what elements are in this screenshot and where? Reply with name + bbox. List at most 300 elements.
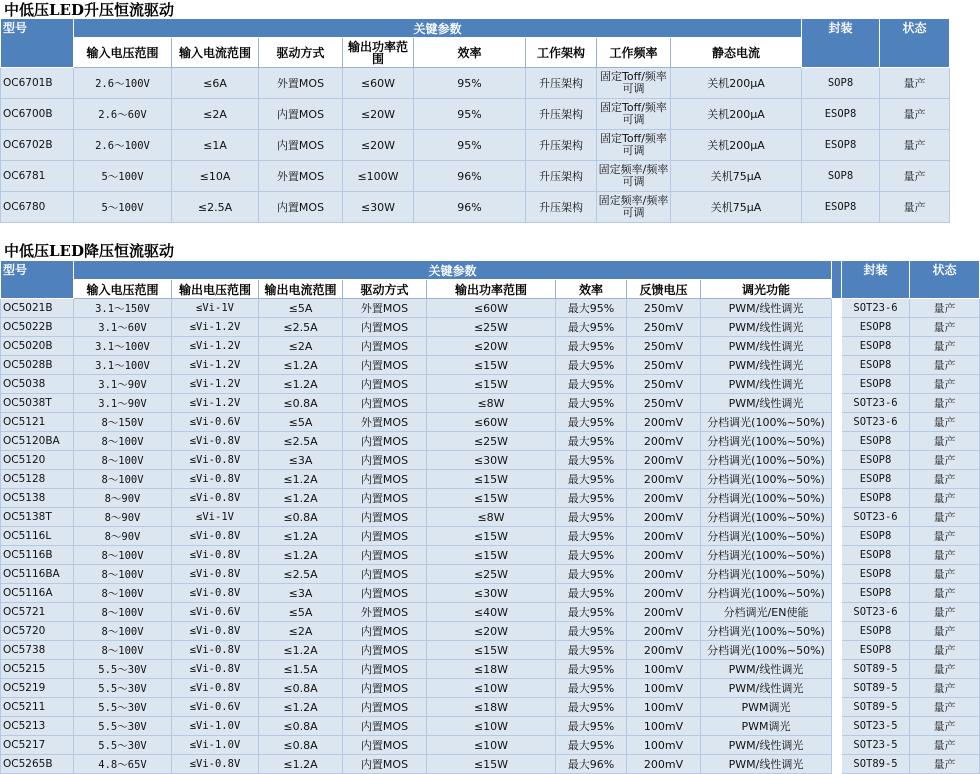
data-cell: 3.1～150V [74, 299, 172, 318]
data-cell: 最大95% [556, 546, 627, 565]
data-cell: 外置MOS [259, 161, 343, 192]
data-cell: ≤5A [259, 603, 343, 622]
header-package: 封装 [842, 261, 910, 299]
data-cell: 5～100V [74, 161, 172, 192]
data-cell: ≤3A [259, 584, 343, 603]
table-row [1, 161, 950, 192]
data-cell: 3.1～100V [74, 356, 172, 375]
subheader-cell: 工作架构 [526, 38, 597, 68]
data-cell: 250mV [627, 356, 701, 375]
data-cell: 关机75μA [671, 161, 802, 192]
data-cell: ≤1.2A [259, 356, 343, 375]
data-cell: 量产 [910, 299, 980, 318]
data-cell: PWM/线性调光 [701, 356, 832, 375]
data-cell: 最大95% [556, 679, 627, 698]
data-cell: ESOP8 [802, 192, 880, 223]
data-cell: ≤Vi-1V [172, 508, 259, 527]
data-cell: 量产 [880, 192, 950, 223]
data-cell: 内置MOS [343, 622, 427, 641]
data-cell: ≤15W [427, 375, 556, 394]
data-cell: 8～100V [74, 641, 172, 660]
model-cell: OC5138 [1, 489, 74, 508]
data-cell: ≤60W [427, 413, 556, 432]
data-cell: 量产 [910, 527, 980, 546]
data-cell: SOT23-5 [842, 717, 910, 736]
data-cell: 分档调光(100%~50%) [701, 565, 832, 584]
model-cell: OC5215 [1, 660, 74, 679]
data-cell: SOP8 [802, 161, 880, 192]
table-row [1, 527, 980, 546]
data-cell: ≤8W [427, 508, 556, 527]
spacer-cell [832, 546, 842, 565]
model-cell: OC6781 [1, 161, 74, 192]
data-cell: PWM调光 [701, 698, 832, 717]
data-cell: 关机200μA [671, 68, 802, 99]
table-row [1, 603, 980, 622]
data-cell: 内置MOS [343, 584, 427, 603]
data-cell: 95% [414, 68, 526, 99]
data-cell: 量产 [910, 356, 980, 375]
data-cell: 最大95% [556, 584, 627, 603]
model-cell: OC6701B [1, 68, 74, 99]
model-cell: OC5021B [1, 299, 74, 318]
data-cell: 最大95% [556, 508, 627, 527]
data-cell: ESOP8 [842, 489, 910, 508]
model-cell: OC6702B [1, 130, 74, 161]
data-cell: 分档调光(100%~50%) [701, 432, 832, 451]
data-cell: 100mV [627, 717, 701, 736]
data-cell: 量产 [910, 660, 980, 679]
data-cell: ≤0.8A [259, 508, 343, 527]
header-status: 状态 [910, 261, 980, 299]
data-cell: 内置MOS [343, 755, 427, 774]
table-row [1, 679, 980, 698]
data-cell: ≤15W [427, 470, 556, 489]
data-cell: ≤Vi-0.8V [172, 432, 259, 451]
data-cell: 5.5～30V [74, 679, 172, 698]
data-cell: 5～100V [74, 192, 172, 223]
data-cell: 8～100V [74, 432, 172, 451]
data-cell: ≤25W [427, 432, 556, 451]
data-cell: 最大96% [556, 755, 627, 774]
data-cell: 量产 [910, 489, 980, 508]
data-cell: PWM/线性调光 [701, 736, 832, 755]
data-cell: ≤10W [427, 736, 556, 755]
spacer-cell [832, 660, 842, 679]
data-cell: 内置MOS [343, 318, 427, 337]
data-cell: 量产 [910, 546, 980, 565]
model-cell: OC5116A [1, 584, 74, 603]
data-cell: 内置MOS [343, 337, 427, 356]
data-cell: 量产 [880, 99, 950, 130]
data-cell: ≤2.5A [259, 318, 343, 337]
table-row [1, 622, 980, 641]
data-cell: 96% [414, 161, 526, 192]
spacer-cell [832, 527, 842, 546]
spacer-cell [832, 622, 842, 641]
data-cell: 量产 [880, 130, 950, 161]
buck-driver-table [0, 260, 980, 774]
data-cell: ≤Vi-0.6V [172, 698, 259, 717]
data-cell: 固定频率/频率可调 [597, 192, 671, 223]
data-cell: 200mV [627, 546, 701, 565]
data-cell: ≤Vi-0.8V [172, 660, 259, 679]
data-cell: ≤2A [259, 622, 343, 641]
data-cell: 96% [414, 192, 526, 223]
table-row [1, 489, 980, 508]
data-cell: 200mV [627, 584, 701, 603]
table-row [1, 299, 980, 318]
data-cell: 8～150V [74, 413, 172, 432]
data-cell: 外置MOS [343, 413, 427, 432]
data-cell: SOT89-5 [842, 698, 910, 717]
data-cell: 200mV [627, 755, 701, 774]
data-cell: ≤1.5A [259, 660, 343, 679]
data-cell: 量产 [910, 679, 980, 698]
data-cell: ≤20W [427, 622, 556, 641]
data-cell: 200mV [627, 451, 701, 470]
data-cell: 最大95% [556, 698, 627, 717]
data-cell: ESOP8 [842, 337, 910, 356]
data-cell: ≤10W [427, 717, 556, 736]
data-cell: ≤1.2A [259, 470, 343, 489]
spacer-cell [832, 375, 842, 394]
data-cell: ≤20W [343, 130, 414, 161]
data-cell: 量产 [910, 641, 980, 660]
data-cell: 内置MOS [343, 679, 427, 698]
data-cell: PWM/线性调光 [701, 394, 832, 413]
data-cell: ≤15W [427, 489, 556, 508]
data-cell: ≤Vi-1.0V [172, 736, 259, 755]
data-cell: 固定频率/频率可调 [597, 161, 671, 192]
data-cell: 内置MOS [343, 356, 427, 375]
data-cell: 最大95% [556, 375, 627, 394]
data-cell: 最大95% [556, 394, 627, 413]
data-cell: ≤2.5A [259, 565, 343, 584]
data-cell: ≤20W [343, 99, 414, 130]
data-cell: ≤Vi-1.2V [172, 356, 259, 375]
data-cell: ≤Vi-1.2V [172, 394, 259, 413]
spacer-cell [832, 299, 842, 318]
data-cell: 8～100V [74, 546, 172, 565]
data-cell: ≤15W [427, 641, 556, 660]
table-row [1, 584, 980, 603]
data-cell: 最大95% [556, 318, 627, 337]
data-cell: 200mV [627, 489, 701, 508]
data-cell: 外置MOS [343, 299, 427, 318]
data-cell: ≤1.2A [259, 698, 343, 717]
data-cell: 3.1～90V [74, 375, 172, 394]
data-cell: 95% [414, 130, 526, 161]
header-key-params: 关键参数 [74, 19, 802, 38]
data-cell: 8～100V [74, 584, 172, 603]
data-cell: ≤30W [343, 192, 414, 223]
data-cell: 量产 [910, 508, 980, 527]
data-cell: ≤Vi-1.2V [172, 318, 259, 337]
spacer-cell [832, 717, 842, 736]
data-cell: 8～90V [74, 527, 172, 546]
model-cell: OC5217 [1, 736, 74, 755]
data-cell: 200mV [627, 432, 701, 451]
data-cell: 量产 [880, 161, 950, 192]
table-row [1, 130, 950, 161]
data-cell: ≤Vi-1V [172, 299, 259, 318]
table-row [1, 641, 980, 660]
data-cell: 100mV [627, 679, 701, 698]
data-cell: 250mV [627, 394, 701, 413]
data-cell: 3.1～100V [74, 337, 172, 356]
data-cell: ≤100W [343, 161, 414, 192]
table-row [1, 192, 950, 223]
table-row [1, 337, 980, 356]
data-cell: PWM/线性调光 [701, 337, 832, 356]
data-cell: 4.8～65V [74, 755, 172, 774]
data-cell: ≤1.2A [259, 375, 343, 394]
data-cell: 最大95% [556, 356, 627, 375]
data-cell: ESOP8 [842, 641, 910, 660]
spacer-cell [832, 337, 842, 356]
data-cell: ≤Vi-0.6V [172, 413, 259, 432]
model-cell: OC5128 [1, 470, 74, 489]
data-cell: 量产 [910, 717, 980, 736]
data-cell: ≤60W [427, 299, 556, 318]
data-cell: ESOP8 [842, 546, 910, 565]
data-cell: ≤2.5A [259, 432, 343, 451]
data-cell: ESOP8 [842, 356, 910, 375]
data-cell: ≤1A [172, 130, 259, 161]
data-cell: ≤5A [259, 299, 343, 318]
data-cell: 3.1～90V [74, 394, 172, 413]
table-row [1, 99, 950, 130]
data-cell: 内置MOS [343, 432, 427, 451]
data-cell: SOT23-5 [842, 736, 910, 755]
data-cell: 量产 [910, 755, 980, 774]
data-cell: 分档调光(100%~50%) [701, 470, 832, 489]
model-cell: OC5213 [1, 717, 74, 736]
spacer-cell [832, 565, 842, 584]
data-cell: PWM调光 [701, 717, 832, 736]
data-cell: SOT23-6 [842, 394, 910, 413]
table-row [1, 432, 980, 451]
data-cell: 5.5～30V [74, 717, 172, 736]
table-row [1, 451, 980, 470]
data-cell: ≤10A [172, 161, 259, 192]
subheader-cell: 输出功率范围 [427, 280, 556, 299]
data-cell: 200mV [627, 603, 701, 622]
model-cell: OC5121 [1, 413, 74, 432]
data-cell: 内置MOS [343, 489, 427, 508]
data-cell: 内置MOS [343, 698, 427, 717]
data-cell: 5.5～30V [74, 660, 172, 679]
data-cell: ≤Vi-1.2V [172, 337, 259, 356]
data-cell: 量产 [910, 394, 980, 413]
spacer-cell [832, 489, 842, 508]
data-cell: ≤15W [427, 546, 556, 565]
data-cell: 关机200μA [671, 99, 802, 130]
data-cell: PWM/线性调光 [701, 755, 832, 774]
table-row [1, 660, 980, 679]
data-cell: 分档调光(100%~50%) [701, 508, 832, 527]
data-cell: 100mV [627, 736, 701, 755]
data-cell: 分档调光(100%~50%) [701, 451, 832, 470]
data-cell: 2.6～60V [74, 99, 172, 130]
data-cell: 100mV [627, 698, 701, 717]
data-cell: ESOP8 [842, 527, 910, 546]
data-cell: ≤1.2A [259, 641, 343, 660]
data-cell: 升压架构 [526, 130, 597, 161]
data-cell: 分档调光(100%~50%) [701, 584, 832, 603]
data-cell: 内置MOS [343, 736, 427, 755]
data-cell: 5.5～30V [74, 698, 172, 717]
spacer-cell [832, 641, 842, 660]
data-cell: PWM/线性调光 [701, 318, 832, 337]
data-cell: ESOP8 [802, 99, 880, 130]
data-cell: 量产 [910, 470, 980, 489]
data-cell: 最大95% [556, 736, 627, 755]
table-row [1, 736, 980, 755]
subheader-cell: 效率 [556, 280, 627, 299]
data-cell: ≤1.2A [259, 546, 343, 565]
subheader-cell: 效率 [414, 38, 526, 68]
table-row [1, 356, 980, 375]
table-row [1, 698, 980, 717]
spacer-cell [832, 470, 842, 489]
table-row [1, 318, 980, 337]
data-cell: ≤1.2A [259, 489, 343, 508]
spacer-cell [832, 584, 842, 603]
data-cell: ≤0.8A [259, 394, 343, 413]
subheader-cell: 输入电压范围 [74, 38, 172, 68]
data-cell: 量产 [910, 622, 980, 641]
data-cell: 外置MOS [343, 603, 427, 622]
subheader-cell: 驱动方式 [259, 38, 343, 68]
data-cell: 量产 [910, 584, 980, 603]
data-cell: 升压架构 [526, 192, 597, 223]
data-cell: 最大95% [556, 489, 627, 508]
data-cell: ESOP8 [842, 375, 910, 394]
data-cell: 250mV [627, 299, 701, 318]
model-cell: OC5720 [1, 622, 74, 641]
data-cell: 分档调光(100%~50%) [701, 527, 832, 546]
spacer-cell [832, 394, 842, 413]
data-cell: 内置MOS [343, 375, 427, 394]
model-cell: OC5022B [1, 318, 74, 337]
data-cell: ESOP8 [842, 451, 910, 470]
data-cell: 量产 [880, 68, 950, 99]
data-cell: ≤Vi-0.8V [172, 679, 259, 698]
data-cell: ≤Vi-0.8V [172, 641, 259, 660]
data-cell: 升压架构 [526, 161, 597, 192]
model-cell: OC5211 [1, 698, 74, 717]
data-cell: 8～90V [74, 489, 172, 508]
data-cell: 内置MOS [343, 717, 427, 736]
table-row [1, 375, 980, 394]
data-cell: 200mV [627, 413, 701, 432]
header-status: 状态 [880, 19, 950, 68]
subheader-cell: 调光功能 [701, 280, 832, 299]
data-cell: ≤25W [427, 565, 556, 584]
data-cell: 250mV [627, 318, 701, 337]
header-model: 型号 [1, 19, 74, 68]
data-cell: ≤2A [259, 337, 343, 356]
data-cell: ≤Vi-0.8V [172, 565, 259, 584]
data-cell: ≤Vi-0.8V [172, 451, 259, 470]
data-cell: 200mV [627, 508, 701, 527]
data-cell: 量产 [910, 375, 980, 394]
data-cell: ≤Vi-0.8V [172, 527, 259, 546]
model-cell: OC5265B [1, 755, 74, 774]
data-cell: 分档调光(100%~50%) [701, 546, 832, 565]
data-cell: SOP8 [802, 68, 880, 99]
data-cell: 量产 [910, 413, 980, 432]
model-cell: OC5116BA [1, 565, 74, 584]
model-cell: OC5738 [1, 641, 74, 660]
subheader-cell: 输出电压范围 [172, 280, 259, 299]
data-cell: 200mV [627, 622, 701, 641]
data-cell: 8～100V [74, 451, 172, 470]
data-cell: 最大95% [556, 470, 627, 489]
subheader-cell: 输出电流范围 [259, 280, 343, 299]
data-cell: 分档调光/EN使能 [701, 603, 832, 622]
data-cell: ≤Vi-0.8V [172, 470, 259, 489]
data-cell: SOT23-6 [842, 299, 910, 318]
data-cell: ≤15W [427, 755, 556, 774]
boost-section-title: 中低压LED升压恒流驱动 [4, 1, 174, 19]
data-cell: ≤Vi-1.2V [172, 375, 259, 394]
data-cell: 2.6～100V [74, 68, 172, 99]
data-cell: ≤15W [427, 356, 556, 375]
data-cell: 8～100V [74, 603, 172, 622]
data-cell: 最大95% [556, 622, 627, 641]
data-cell: SOT23-6 [842, 508, 910, 527]
data-cell: ≤Vi-0.8V [172, 489, 259, 508]
data-cell: ≤Vi-0.8V [172, 584, 259, 603]
data-cell: 最大95% [556, 527, 627, 546]
data-cell: 内置MOS [343, 565, 427, 584]
data-cell: 最大95% [556, 337, 627, 356]
table-row [1, 394, 980, 413]
data-cell: 95% [414, 99, 526, 130]
data-cell: 量产 [910, 451, 980, 470]
data-cell: SOT23-6 [842, 413, 910, 432]
data-cell: 内置MOS [343, 451, 427, 470]
subheader-cell: 工作频率 [597, 38, 671, 68]
data-cell: ≤Vi-0.8V [172, 546, 259, 565]
model-cell: OC5038T [1, 394, 74, 413]
data-cell: ≤1.2A [259, 527, 343, 546]
data-cell: 200mV [627, 565, 701, 584]
spacer-cell [832, 432, 842, 451]
data-cell: 5.5～30V [74, 736, 172, 755]
data-cell: ≤30W [427, 584, 556, 603]
data-cell: 最大95% [556, 432, 627, 451]
model-cell: OC5038 [1, 375, 74, 394]
data-cell: ≤18W [427, 698, 556, 717]
data-cell: 最大95% [556, 641, 627, 660]
data-cell: ≤18W [427, 660, 556, 679]
header-key-params: 关键参数 [74, 261, 832, 280]
data-cell: ≤3A [259, 451, 343, 470]
data-cell: 内置MOS [259, 99, 343, 130]
subheader-cell: 输出功率范围 [343, 38, 414, 68]
model-cell: OC5138T [1, 508, 74, 527]
data-cell: SOT89-5 [842, 755, 910, 774]
header-model: 型号 [1, 261, 74, 299]
spacer-cell [832, 318, 842, 337]
data-cell: 量产 [910, 432, 980, 451]
data-cell: 200mV [627, 641, 701, 660]
data-cell: ≤15W [427, 527, 556, 546]
